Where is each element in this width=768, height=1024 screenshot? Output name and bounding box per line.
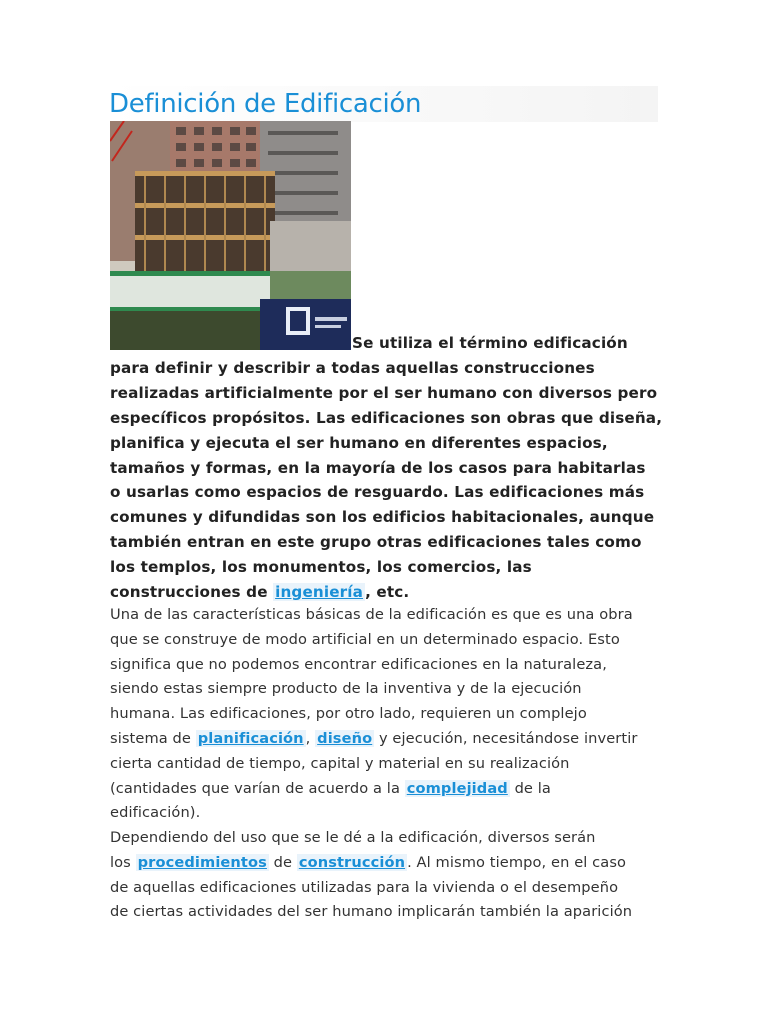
page-title: Definición de Edificación (109, 89, 422, 119)
text-line: de aquellas edificaciones utilizadas para la vivienda o el desempeño (110, 878, 619, 896)
paragraph-procedures (110, 826, 670, 925)
text-segment: de la (509, 779, 551, 797)
text-line: Una de las características básicas de la edificación es que es una obra (110, 606, 633, 623)
text-segment: (cantidades que varían de acuerdo a la (110, 779, 405, 797)
text-segment: , (305, 729, 316, 747)
text-line: tamaños y formas, en la mayoría de los casos para habitarlas (110, 458, 646, 477)
text-line: específicos propósitos. Las edificaciones son obras que diseña, (110, 408, 663, 427)
text-segment: sistema de (110, 729, 196, 747)
link-planificacion[interactable]: planificación (197, 729, 304, 747)
text-line: comunes y difundidas son los edificios habitacionales, aunque (110, 508, 655, 527)
link-diseno[interactable]: diseño (317, 729, 373, 747)
text-segment: y ejecución, necesitándose invertir (374, 729, 638, 747)
text-line: significa que no podemos encontrar edificaciones en la naturaleza, (110, 655, 607, 673)
text-line: planifica y ejecuta el ser humano en diferentes espacios, (110, 433, 608, 452)
link-procedimientos[interactable]: procedimientos (137, 853, 267, 871)
text-segment: los (110, 853, 136, 871)
paragraph-characteristics (110, 603, 670, 826)
link-ingenieria[interactable]: ingeniería (275, 583, 364, 602)
text-line: o usarlas como espacios de resguardo. Las edificaciones más (110, 483, 645, 502)
text-line: los templos, los monumentos, los comercios, las (110, 558, 532, 577)
text-segment: de (268, 853, 297, 871)
paragraph-intro (110, 331, 670, 605)
text-line: realizadas artificialmente por el ser humano con diversos pero (110, 383, 658, 402)
text-line: humana. Las edificaciones, por otro lado, requieren un complejo (110, 705, 587, 723)
text-line (110, 777, 670, 802)
text-line: siendo estas siempre producto de la inventiva y de la ejecución (110, 680, 582, 698)
text-line: para definir y describir a todas aquellas construcciones (110, 358, 595, 377)
text-line (110, 727, 670, 752)
text-line: también entran en este grupo otras edificaciones tales como (110, 533, 642, 552)
text-line: Se utiliza el término edificación (352, 334, 628, 352)
link-complejidad[interactable]: complejidad (406, 779, 508, 797)
text-segment: . Al mismo tiempo, en el caso (407, 853, 627, 871)
text-line (110, 851, 670, 876)
text-segment: , etc. (365, 583, 410, 602)
text-line: edificación). (110, 804, 201, 822)
text-line: que se construye de modo artificial en un determinado espacio. Esto (110, 630, 620, 648)
text-line: cierta cantidad de tiempo, capital y material en su realización (110, 754, 570, 772)
construction-photo (110, 121, 351, 350)
link-construccion[interactable]: construcción (298, 853, 406, 871)
text-segment: construcciones de (110, 583, 274, 602)
text-line: de ciertas actividades del ser humano implicarán también la aparición (110, 903, 633, 921)
text-line: Dependiendo del uso que se le dé a la edificación, diversos serán (110, 829, 596, 846)
text-line (110, 580, 670, 605)
